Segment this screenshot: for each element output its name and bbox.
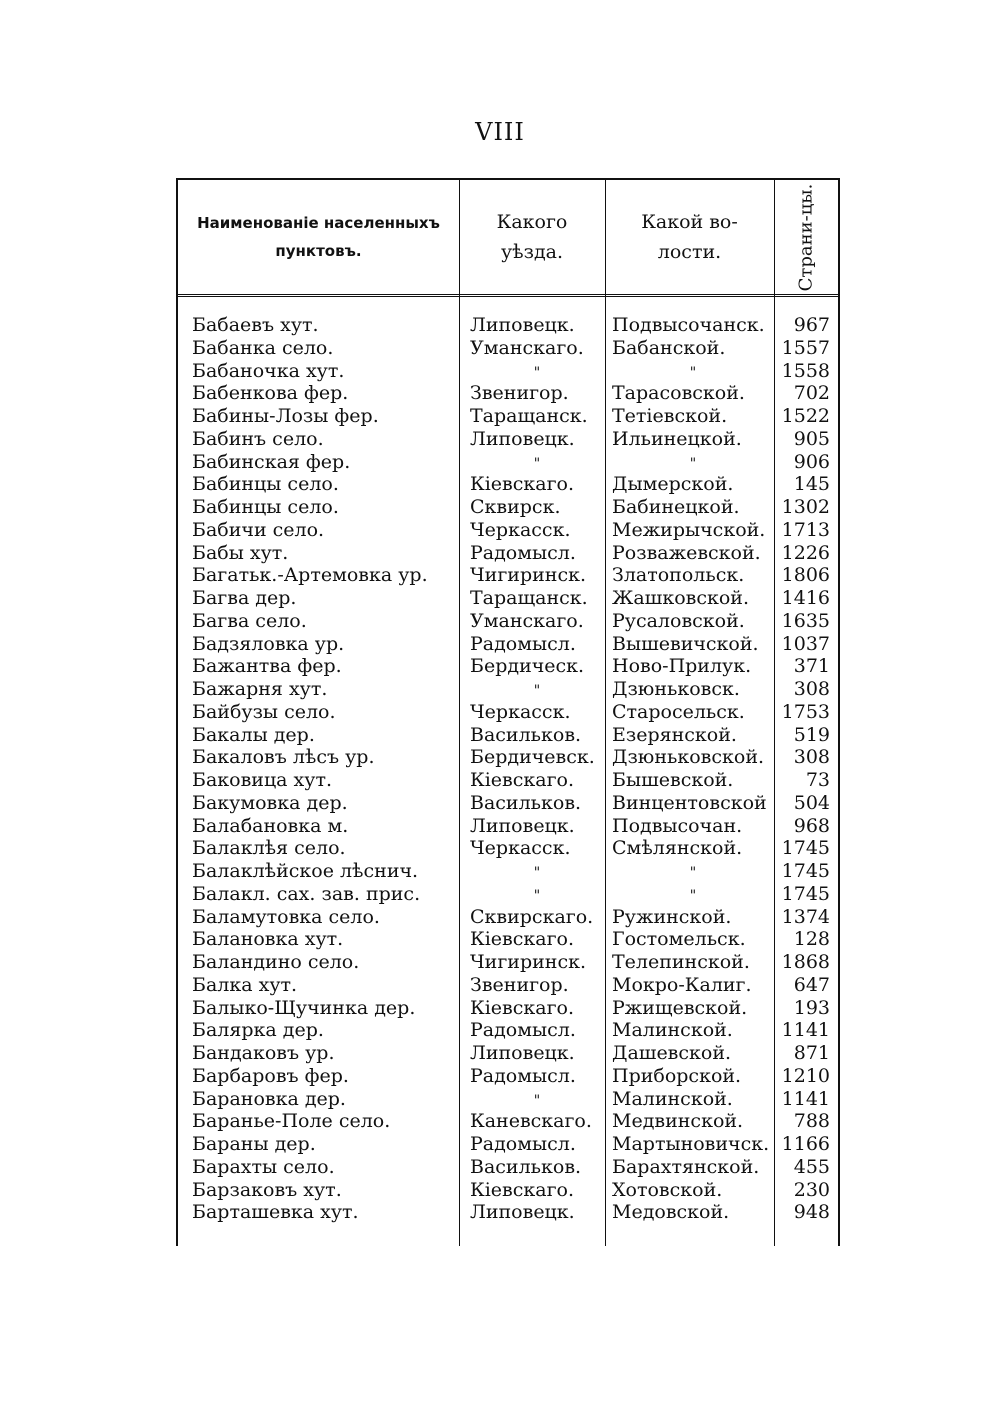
table-row [178, 769, 838, 792]
header-page: Страни-цы. [795, 183, 817, 291]
settlement-name: Бакумовка дер. [192, 791, 348, 814]
uezd-cell: Бердичевск. [470, 746, 595, 769]
volost-cell: Бабинецкой. [612, 496, 740, 518]
header-rule [178, 294, 838, 297]
uezd-cell: Кіевскаго. [470, 928, 574, 951]
page-cell: 1745 [781, 882, 830, 905]
volost-cell: Тетіевской. [612, 405, 728, 427]
index-table [176, 178, 840, 1246]
uezd-cell: Липовецк. [470, 427, 575, 450]
table-row [178, 564, 838, 587]
uezd-cell: Кіевскаго. [470, 473, 574, 496]
settlement-name: Бабины-Лозы фер. [192, 405, 379, 427]
settlement-name: Бабинъ село. [192, 427, 324, 450]
volost-cell: Дымерской. [612, 473, 734, 496]
uezd-cell: Черкасск. [470, 700, 571, 723]
table-row [178, 1133, 838, 1156]
page-cell: 193 [793, 996, 830, 1019]
page-cell: 1037 [781, 632, 830, 655]
page-cell: 230 [793, 1178, 830, 1201]
volost-cell: Медовской. [612, 1201, 730, 1224]
settlement-name: Баламутовка село. [192, 905, 380, 928]
table-row [178, 906, 838, 929]
uezd-cell: Радомысл. [470, 1133, 576, 1155]
page-cell: 145 [793, 473, 830, 496]
volost-cell: " [689, 455, 697, 472]
uezd-cell: Уманскаго. [470, 609, 584, 632]
volost-cell: Ильинецкой. [612, 427, 742, 450]
uezd-cell: " [533, 887, 541, 904]
table-row [178, 1179, 838, 1202]
uezd-cell: Черкасск. [470, 837, 571, 860]
volost-cell: " [689, 887, 697, 904]
uezd-cell: Черкасск. [470, 518, 571, 541]
table-row [178, 337, 838, 360]
page-cell: 1210 [781, 1064, 830, 1087]
uezd-cell: Бердическ. [470, 655, 585, 678]
table-row [178, 314, 838, 337]
volost-cell: Малинской. [612, 1087, 733, 1110]
volost-cell: Ново-Прилук. [612, 655, 752, 678]
settlement-name: Бабинцы село. [192, 473, 339, 496]
settlement-name: Бабинская фер. [192, 450, 351, 473]
settlement-name: Багатьк.-Артемовка ур. [192, 564, 428, 587]
volost-cell: Жашковской. [612, 587, 750, 609]
settlement-name: Баковица хут. [192, 769, 332, 791]
table-row [178, 997, 838, 1020]
volost-cell: " [689, 865, 697, 881]
uezd-cell: Кіевскаго. [470, 769, 574, 791]
settlement-name: Балыко-Щучинка дер. [192, 996, 416, 1019]
page-cell: 519 [793, 723, 830, 746]
table-row [178, 883, 838, 906]
uezd-cell: Уманскаго. [470, 336, 584, 359]
page-cell: 455 [793, 1155, 830, 1178]
volost-cell: Гостомельск. [612, 928, 746, 951]
volost-cell: Медвинской. [612, 1110, 744, 1133]
header-volost: Какой во- лости. [641, 211, 738, 263]
page-cell: 504 [793, 791, 830, 814]
uezd-cell: Кіевскаго. [470, 1178, 574, 1201]
uezd-cell: Чигиринск. [470, 564, 587, 587]
uezd-cell: Васильков. [470, 1155, 582, 1178]
volost-cell: Барахтянской. [612, 1155, 760, 1178]
settlement-name: Барташевка хут. [192, 1201, 359, 1224]
page-cell: 1374 [781, 905, 830, 928]
settlement-name: Балабановка м. [192, 814, 349, 837]
settlement-name: Бабенкова фер. [192, 382, 349, 405]
table-row [178, 746, 838, 769]
page-cell: 1141 [781, 1019, 830, 1042]
volost-cell: Розважевской. [612, 541, 761, 564]
page-cell: 906 [793, 450, 830, 473]
header-settlement-name: Наименованіе населенныхъ пунктовъ. [197, 214, 440, 260]
settlement-name: Балаклѣйское лѣснич. [192, 860, 419, 882]
settlement-name: Балаклѣя село. [192, 837, 346, 860]
volost-cell: Подвысочанск. [612, 314, 765, 336]
page-cell: 1522 [781, 405, 830, 427]
table-row [178, 701, 838, 724]
page-cell: 1558 [781, 359, 830, 382]
table-row [178, 1110, 838, 1133]
uezd-cell: Таращанск. [470, 405, 588, 427]
page-cell: 1416 [781, 587, 830, 609]
table-row [178, 1201, 838, 1224]
uezd-cell: " [533, 1092, 541, 1109]
page-number: VIII [475, 118, 525, 146]
settlement-name: Барахты село. [192, 1155, 335, 1178]
page-cell: 1226 [781, 541, 830, 564]
table-row [178, 542, 838, 565]
uezd-cell: Каневскаго. [470, 1110, 592, 1133]
settlement-name: Барзаковъ хут. [192, 1178, 342, 1201]
settlement-name: Байбузы село. [192, 700, 336, 723]
table-row [178, 428, 838, 451]
page-cell: 1713 [781, 518, 830, 541]
uezd-cell: Радомысл. [470, 541, 576, 564]
uezd-cell: Липовецк. [470, 1042, 575, 1064]
page-cell: 308 [793, 678, 830, 700]
volost-cell: Мокро-Калиг. [612, 973, 752, 996]
page-cell: 647 [793, 973, 830, 996]
page-cell: 1868 [781, 951, 830, 973]
uezd-cell: Сквирск. [470, 496, 561, 518]
page-cell: 371 [793, 655, 830, 678]
volost-cell: Старосельск. [612, 700, 745, 723]
settlement-name: Барановка дер. [192, 1087, 346, 1110]
uezd-cell: " [533, 455, 541, 472]
settlement-name: Бабаевъ хут. [192, 314, 319, 336]
table-row [178, 587, 838, 610]
settlement-name: Балановка хут. [192, 928, 344, 951]
uezd-cell: Радомысл. [470, 1019, 576, 1042]
page-cell: 308 [793, 746, 830, 769]
volost-cell: " [689, 364, 697, 381]
page-cell: 1745 [781, 837, 830, 860]
volost-cell: Златопольск. [612, 564, 745, 587]
settlement-name: Багва село. [192, 609, 307, 632]
volost-cell: Телепинской. [612, 951, 750, 973]
uezd-cell: Сквирскаго. [470, 905, 594, 928]
volost-cell: Вышевичской. [612, 632, 759, 655]
uezd-cell: Липовецк. [470, 314, 575, 336]
settlement-name: Бараны дер. [192, 1133, 316, 1155]
table-row [178, 678, 838, 701]
settlement-name: Бабаночка хут. [192, 359, 345, 382]
table-row [178, 928, 838, 951]
table-row [178, 382, 838, 405]
settlement-name: Балярка дер. [192, 1019, 324, 1042]
page-cell: 702 [793, 382, 830, 405]
page-cell: 967 [793, 314, 830, 336]
volost-cell: Винцентовской [612, 791, 767, 814]
settlement-name: Бадзяловка ур. [192, 632, 345, 655]
volost-cell: Подвысочан. [612, 814, 743, 837]
table-row [178, 405, 838, 428]
table-row [178, 655, 838, 678]
settlement-name: Бакаловъ лѣсъ ур. [192, 746, 375, 769]
settlement-name: Бажарня хут. [192, 678, 328, 700]
volost-cell: Ружинской. [612, 905, 732, 928]
settlement-name: Бандаковъ ур. [192, 1042, 335, 1064]
table-row [178, 451, 838, 474]
volost-cell: Межирычской. [612, 518, 766, 541]
table-row [178, 837, 838, 860]
table-row [178, 1088, 838, 1111]
settlement-name: Барбаровъ фер. [192, 1064, 349, 1087]
page-cell: 1141 [781, 1087, 830, 1110]
page-cell: 73 [805, 769, 830, 791]
table-row [178, 633, 838, 656]
table-row [178, 951, 838, 974]
settlement-name: Бабы хут. [192, 541, 289, 564]
table-row [178, 610, 838, 633]
table-row [178, 519, 838, 542]
uezd-cell: Звенигор. [470, 382, 569, 405]
uezd-cell: Васильков. [470, 791, 582, 814]
volost-cell: Приборской. [612, 1064, 742, 1087]
volost-cell: Малинской. [612, 1019, 733, 1042]
uezd-cell: Радомысл. [470, 632, 576, 655]
table-row [178, 1065, 838, 1088]
uezd-cell: Чигиринск. [470, 951, 587, 973]
volost-cell: Дзюньковск. [612, 678, 740, 700]
uezd-cell: Радомысл. [470, 1064, 576, 1087]
table-row [178, 473, 838, 496]
table-row [178, 1042, 838, 1065]
table-row [178, 974, 838, 997]
settlement-name: Баранье-Поле село. [192, 1110, 391, 1133]
table-row [178, 360, 838, 383]
uezd-cell: Васильков. [470, 723, 582, 746]
page-cell: 1753 [781, 700, 830, 723]
table-row [178, 724, 838, 747]
uezd-cell: " [533, 865, 541, 881]
uezd-cell: Таращанск. [470, 587, 588, 609]
volost-cell: Русаловской. [612, 609, 745, 632]
uezd-cell: Кіевскаго. [470, 996, 574, 1019]
table-body [178, 314, 838, 1224]
page-cell: 905 [793, 427, 830, 450]
settlement-name: Бабанка село. [192, 336, 334, 359]
page-cell: 1806 [781, 564, 830, 587]
settlement-name: Бабинцы село. [192, 496, 339, 518]
volost-cell: Дашевской. [612, 1042, 732, 1064]
page-cell: 1745 [781, 860, 830, 882]
volost-cell: Мартыновичск. [612, 1133, 770, 1155]
table-row [178, 860, 838, 883]
uezd-cell: Липовецк. [470, 814, 575, 837]
volost-cell: Хотовской. [612, 1178, 723, 1201]
volost-cell: Дзюньковской. [612, 746, 765, 769]
page-cell: 788 [793, 1110, 830, 1133]
header-uezd: Какого уѣзда. [496, 211, 568, 263]
table-row [178, 496, 838, 519]
table-row [178, 815, 838, 838]
page-cell: 1557 [781, 336, 830, 359]
uezd-cell: " [533, 683, 541, 699]
volost-cell: Бышевской. [612, 769, 734, 791]
uezd-cell: Липовецк. [470, 1201, 575, 1224]
settlement-name: Бажантва фер. [192, 655, 342, 678]
page-cell: 948 [793, 1201, 830, 1224]
volost-cell: Смѣлянской. [612, 837, 743, 860]
table-row [178, 792, 838, 815]
table-row [178, 1019, 838, 1042]
page-cell: 1166 [781, 1133, 830, 1155]
settlement-name: Багва дер. [192, 587, 297, 609]
settlement-name: Балакл. сах. зав. прис. [192, 882, 421, 905]
table-row [178, 1156, 838, 1179]
settlement-name: Балка хут. [192, 973, 298, 996]
settlement-name: Бакалы дер. [192, 723, 315, 746]
page-cell: 128 [793, 928, 830, 951]
volost-cell: Тарасовской. [612, 382, 745, 405]
page-cell: 1302 [781, 496, 830, 518]
settlement-name: Бабичи село. [192, 518, 325, 541]
volost-cell: Езерянской. [612, 723, 737, 746]
page-cell: 1635 [781, 609, 830, 632]
uezd-cell: Звенигор. [470, 973, 569, 996]
volost-cell: Ржищевской. [612, 996, 748, 1019]
uezd-cell: " [533, 364, 541, 381]
page-cell: 968 [793, 814, 830, 837]
volost-cell: Бабанской. [612, 336, 726, 359]
settlement-name: Баландино село. [192, 951, 360, 973]
page-cell: 871 [793, 1042, 830, 1064]
